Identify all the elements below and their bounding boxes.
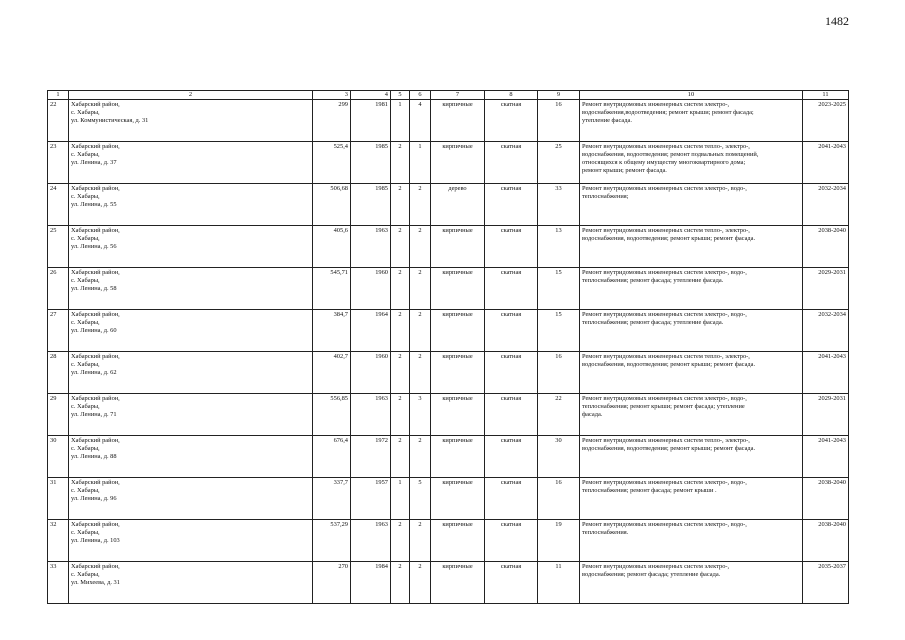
entrances-cell: 1: [410, 142, 431, 184]
address-cell-line: ул. Ленина, д. 60: [71, 327, 117, 334]
column-header: 7: [431, 91, 485, 100]
year-cell: 1964: [351, 310, 391, 352]
table-row: [48, 268, 849, 310]
apartments-cell: 30: [538, 436, 580, 478]
column-header: 8: [485, 91, 538, 100]
works-cell-line: водоснабжения,водоотведения; ремонт крыши; ремонт фасада;: [582, 109, 754, 116]
works-cell-line: ремонт крыши; ремонт фасада.: [582, 167, 667, 174]
roof-cell: скатная: [485, 226, 538, 268]
roof-cell: скатная: [485, 352, 538, 394]
works-cell: [580, 394, 803, 436]
area-cell: 270: [313, 562, 351, 604]
works-cell-line: утепление фасада.: [582, 117, 632, 124]
address-cell-line: Хабарский район,: [71, 185, 120, 192]
area-cell: 299: [313, 100, 351, 142]
floors-cell: 2: [391, 352, 410, 394]
works-cell: [580, 520, 803, 562]
period-cell: 2041-2043: [803, 436, 849, 478]
table-row: [48, 394, 849, 436]
address-cell-line: Хабарский район,: [71, 437, 120, 444]
address-cell-line: с. Хабары,: [71, 361, 100, 368]
address-cell: [69, 352, 313, 394]
column-header: 10: [580, 91, 803, 100]
address-cell-line: ул. Ленина, д. 62: [71, 369, 117, 376]
walls-cell: кирпичные: [431, 352, 485, 394]
address-cell: [69, 310, 313, 352]
works-cell: [580, 478, 803, 520]
floors-cell: 2: [391, 184, 410, 226]
address-cell: [69, 478, 313, 520]
floors-cell: 2: [391, 436, 410, 478]
entrances-cell: 2: [410, 226, 431, 268]
address-cell: [69, 226, 313, 268]
works-cell-line: теплоснабжения; ремонт фасада; ремонт крыши .: [582, 487, 717, 494]
works-cell-line: Ремонт внутридомовых инженерных систем электро-, водо-,: [582, 395, 747, 402]
period-cell: 2029-2031: [803, 268, 849, 310]
walls-cell: кирпичные: [431, 520, 485, 562]
apartments-cell: 25: [538, 142, 580, 184]
works-cell: [580, 142, 803, 184]
works-cell-line: Ремонт внутридомовых инженерных систем тепло-, электро-,: [582, 353, 750, 360]
address-cell-line: ул. Михеева, д. 31: [71, 579, 120, 586]
entrances-cell: 2: [410, 184, 431, 226]
works-cell-line: теплоснабжения.: [582, 529, 629, 536]
roof-cell: скатная: [485, 310, 538, 352]
period-cell: 2032-2034: [803, 310, 849, 352]
address-cell-line: с. Хабары,: [71, 445, 100, 452]
floors-cell: 2: [391, 268, 410, 310]
entrances-cell: 2: [410, 352, 431, 394]
apartments-cell: 33: [538, 184, 580, 226]
works-cell-line: Ремонт внутридомовых инженерных систем электро-, водо-,: [582, 311, 747, 318]
roof-cell: скатная: [485, 562, 538, 604]
page-number: 1482: [825, 14, 849, 28]
address-cell: [69, 100, 313, 142]
walls-cell: кирпичные: [431, 478, 485, 520]
works-cell: [580, 352, 803, 394]
row-number: 23: [48, 142, 69, 184]
address-cell-line: Хабарский район,: [71, 101, 120, 108]
area-cell: 537,29: [313, 520, 351, 562]
address-cell-line: Хабарский район,: [71, 563, 120, 570]
works-cell: [580, 268, 803, 310]
walls-cell: кирпичные: [431, 268, 485, 310]
walls-cell: кирпичные: [431, 394, 485, 436]
column-header: 1: [48, 91, 69, 100]
apartments-cell: 13: [538, 226, 580, 268]
floors-cell: 1: [391, 478, 410, 520]
table-row: [48, 562, 849, 604]
header-row: [48, 91, 849, 100]
area-cell: 384,7: [313, 310, 351, 352]
row-number: 28: [48, 352, 69, 394]
table-row: [48, 436, 849, 478]
works-cell-line: Ремонт внутридомовых инженерных систем тепло-, электро-,: [582, 227, 750, 234]
address-cell-line: Хабарский район,: [71, 269, 120, 276]
table-row: [48, 352, 849, 394]
year-cell: 1963: [351, 226, 391, 268]
works-cell: [580, 226, 803, 268]
roof-cell: скатная: [485, 394, 538, 436]
walls-cell: кирпичные: [431, 142, 485, 184]
area-cell: 402,7: [313, 352, 351, 394]
walls-cell: кирпичные: [431, 310, 485, 352]
table-row: [48, 478, 849, 520]
works-cell-line: теплоснабжения; ремонт фасада; утепление фасада.: [582, 277, 724, 284]
roof-cell: скатная: [485, 184, 538, 226]
year-cell: 1960: [351, 352, 391, 394]
address-cell-line: с. Хабары,: [71, 403, 100, 410]
works-cell-line: водоснабжения, водоотведения; ремонт крыши; ремонт фасада.: [582, 361, 756, 368]
address-cell-line: Хабарский район,: [71, 353, 120, 360]
apartments-cell: 16: [538, 352, 580, 394]
address-cell-line: ул. Ленина, д. 71: [71, 411, 117, 418]
period-cell: 2023-2025: [803, 100, 849, 142]
row-number: 26: [48, 268, 69, 310]
area-cell: 525,4: [313, 142, 351, 184]
row-number: 22: [48, 100, 69, 142]
column-header: 2: [69, 91, 313, 100]
works-cell-line: водоснабжения, водоотведения; ремонт крыши; ремонт фасада.: [582, 235, 756, 242]
address-cell: [69, 520, 313, 562]
works-cell-line: Ремонт внутридомовых инженерных систем тепло-, электро-,: [582, 437, 750, 444]
period-cell: 2038-2040: [803, 226, 849, 268]
works-cell: [580, 310, 803, 352]
column-header: 4: [351, 91, 391, 100]
apartments-cell: 15: [538, 310, 580, 352]
address-cell-line: ул. Ленина, д. 96: [71, 495, 117, 502]
period-cell: 2038-2040: [803, 520, 849, 562]
roof-cell: скатная: [485, 436, 538, 478]
roof-cell: скатная: [485, 520, 538, 562]
row-number: 32: [48, 520, 69, 562]
works-cell-line: водоснабжения, водоотведения; ремонт крыши; ремонт фасада.: [582, 445, 756, 452]
works-cell-line: Ремонт внутридомовых инженерных систем электро-, водо-,: [582, 269, 747, 276]
works-cell: [580, 100, 803, 142]
works-cell: [580, 436, 803, 478]
table-row: [48, 100, 849, 142]
address-cell: [69, 394, 313, 436]
works-cell-line: Ремонт внутридомовых инженерных систем электро-, водо-,: [582, 185, 747, 192]
row-number: 29: [48, 394, 69, 436]
entrances-cell: 5: [410, 478, 431, 520]
address-cell-line: с. Хабары,: [71, 571, 100, 578]
floors-cell: 2: [391, 520, 410, 562]
works-cell-line: теплоснабжения; ремонт фасада; утепление фасада.: [582, 319, 724, 326]
year-cell: 1963: [351, 520, 391, 562]
floors-cell: 2: [391, 226, 410, 268]
table-row: [48, 520, 849, 562]
column-header: 9: [538, 91, 580, 100]
row-number: 27: [48, 310, 69, 352]
apartments-cell: 16: [538, 478, 580, 520]
address-cell-line: ул. Ленина, д. 55: [71, 201, 117, 208]
area-cell: 676,4: [313, 436, 351, 478]
address-cell-line: Хабарский район,: [71, 143, 120, 150]
year-cell: 1963: [351, 394, 391, 436]
row-number: 25: [48, 226, 69, 268]
apartments-cell: 16: [538, 100, 580, 142]
entrances-cell: 4: [410, 100, 431, 142]
address-cell: [69, 436, 313, 478]
period-cell: 2041-2043: [803, 142, 849, 184]
apartments-cell: 22: [538, 394, 580, 436]
works-cell-line: Ремонт внутридомовых инженерных систем электро-,: [582, 101, 730, 108]
address-cell-line: ул. Коммунистическая, д. 31: [71, 117, 149, 124]
address-cell-line: ул. Ленина, д. 58: [71, 285, 117, 292]
works-cell-line: Ремонт внутридомовых инженерных систем электро-, водо-,: [582, 479, 747, 486]
entrances-cell: 2: [410, 310, 431, 352]
year-cell: 1981: [351, 100, 391, 142]
area-cell: 556,85: [313, 394, 351, 436]
works-cell-line: Ремонт внутридомовых инженерных систем электро-,: [582, 563, 730, 570]
walls-cell: кирпичные: [431, 436, 485, 478]
roof-cell: скатная: [485, 268, 538, 310]
area-cell: 506,68: [313, 184, 351, 226]
apartments-cell: 11: [538, 562, 580, 604]
housing-table: [47, 90, 849, 604]
roof-cell: скатная: [485, 100, 538, 142]
column-header: 6: [410, 91, 431, 100]
table-row: [48, 142, 849, 184]
works-cell: [580, 562, 803, 604]
address-cell-line: ул. Ленина, д. 37: [71, 159, 117, 166]
walls-cell: кирпичные: [431, 100, 485, 142]
column-header: 3: [313, 91, 351, 100]
address-cell-line: Хабарский район,: [71, 227, 120, 234]
period-cell: 2029-2031: [803, 394, 849, 436]
year-cell: 1972: [351, 436, 391, 478]
address-cell-line: Хабарский район,: [71, 479, 120, 486]
works-cell-line: Ремонт внутридомовых инженерных систем тепло-, электро-,: [582, 143, 750, 150]
address-cell-line: ул. Ленина, д. 56: [71, 243, 117, 250]
entrances-cell: 3: [410, 394, 431, 436]
year-cell: 1985: [351, 184, 391, 226]
address-cell: [69, 142, 313, 184]
roof-cell: скатная: [485, 142, 538, 184]
table-row: [48, 310, 849, 352]
apartments-cell: 19: [538, 520, 580, 562]
address-cell-line: Хабарский район,: [71, 395, 120, 402]
row-number: 24: [48, 184, 69, 226]
address-cell-line: с. Хабары,: [71, 277, 100, 284]
column-header: 5: [391, 91, 410, 100]
address-cell-line: с. Хабары,: [71, 151, 100, 158]
works-cell-line: фасада.: [582, 411, 603, 418]
entrances-cell: 2: [410, 520, 431, 562]
address-cell-line: с. Хабары,: [71, 109, 100, 116]
floors-cell: 1: [391, 100, 410, 142]
address-cell-line: с. Хабары,: [71, 319, 100, 326]
walls-cell: кирпичные: [431, 562, 485, 604]
walls-cell: кирпичные: [431, 226, 485, 268]
row-number: 30: [48, 436, 69, 478]
works-cell-line: Ремонт внутридомовых инженерных систем электро-, водо-,: [582, 521, 747, 528]
period-cell: 2035-2037: [803, 562, 849, 604]
year-cell: 1985: [351, 142, 391, 184]
period-cell: 2041-2043: [803, 352, 849, 394]
address-cell-line: Хабарский район,: [71, 521, 120, 528]
address-cell-line: ул. Ленина, д. 88: [71, 453, 117, 460]
year-cell: 1957: [351, 478, 391, 520]
walls-cell: дерево: [431, 184, 485, 226]
entrances-cell: 2: [410, 562, 431, 604]
works-cell: [580, 184, 803, 226]
area-cell: 405,6: [313, 226, 351, 268]
floors-cell: 2: [391, 562, 410, 604]
table-row: [48, 184, 849, 226]
address-cell-line: Хабарский район,: [71, 311, 120, 318]
works-cell-line: теплоснабжения;: [582, 193, 629, 200]
address-cell-line: с. Хабары,: [71, 487, 100, 494]
address-cell-line: ул. Ленина, д. 103: [71, 537, 120, 544]
area-cell: 545,71: [313, 268, 351, 310]
column-header: 11: [803, 91, 849, 100]
table-row: [48, 226, 849, 268]
floors-cell: 2: [391, 310, 410, 352]
address-cell-line: с. Хабары,: [71, 235, 100, 242]
row-number: 31: [48, 478, 69, 520]
entrances-cell: 2: [410, 436, 431, 478]
period-cell: 2038-2040: [803, 478, 849, 520]
area-cell: 337,7: [313, 478, 351, 520]
address-cell: [69, 184, 313, 226]
year-cell: 1960: [351, 268, 391, 310]
works-cell-line: теплоснабжения; ремонт крыши; ремонт фасада; утепление: [582, 403, 745, 410]
works-cell-line: водоснабжения, водоотведения; ремонт подвальных помещений,: [582, 151, 759, 158]
address-cell-line: с. Хабары,: [71, 193, 100, 200]
floors-cell: 2: [391, 142, 410, 184]
roof-cell: скатная: [485, 478, 538, 520]
works-cell-line: водоснабжения; ремонт фасада; утепление фасада.: [582, 571, 721, 578]
address-cell: [69, 562, 313, 604]
period-cell: 2032-2034: [803, 184, 849, 226]
apartments-cell: 15: [538, 268, 580, 310]
works-cell-line: относящихся к общему имуществу многоквартирного дома;: [582, 159, 746, 166]
address-cell: [69, 268, 313, 310]
address-cell-line: с. Хабары,: [71, 529, 100, 536]
entrances-cell: 2: [410, 268, 431, 310]
row-number: 33: [48, 562, 69, 604]
year-cell: 1984: [351, 562, 391, 604]
floors-cell: 2: [391, 394, 410, 436]
